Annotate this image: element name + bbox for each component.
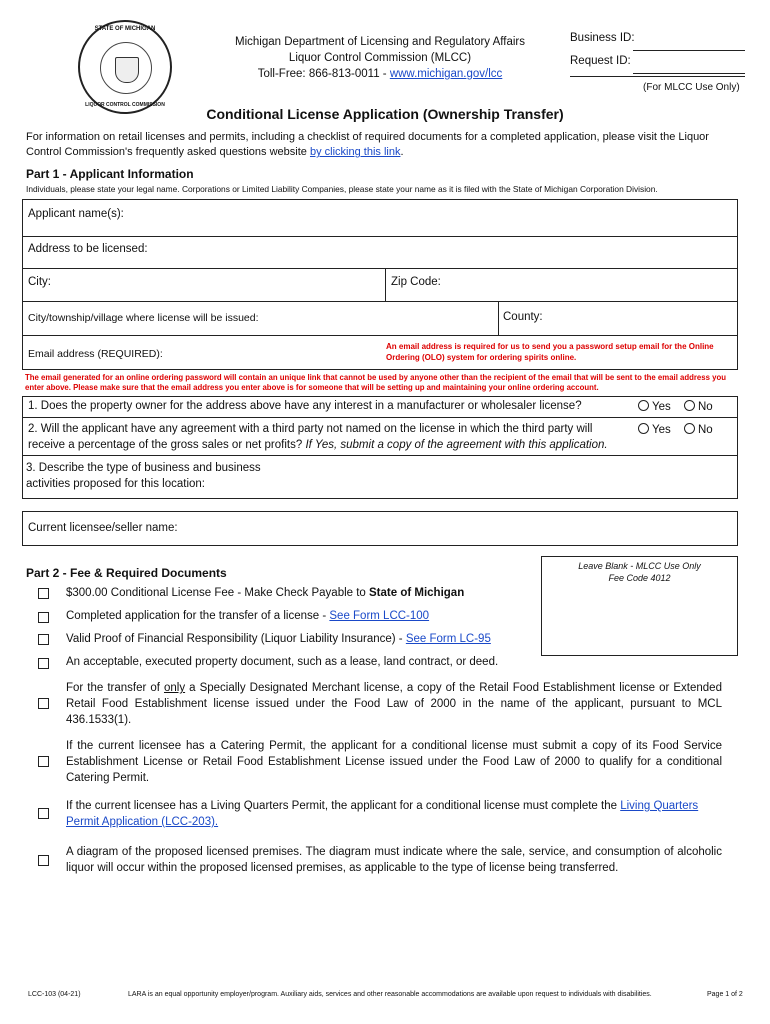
q1-yes-label: Yes: [652, 401, 671, 413]
current-licensee-label: Current licensee/seller name:: [28, 522, 178, 534]
applicant-name-field[interactable]: [22, 199, 738, 237]
item-property: An acceptable, executed property document, such as a lease, land contract, or deed.: [66, 656, 499, 668]
business-id-field[interactable]: [633, 50, 745, 51]
sdm-only: only: [163, 682, 186, 694]
lc-95-link[interactable]: See Form LC-95: [405, 633, 491, 645]
intro-paragraph: [26, 130, 746, 160]
header-line1: Michigan Department of Licensing and Regulatory Affairs: [234, 36, 525, 48]
mlcc-use-box-text: [542, 560, 737, 584]
q2-no-label: No: [698, 424, 713, 436]
eeo-statement: LARA is an equal opportunity employer/program. Auxiliary aids, services and other reasonable accommodations are available upon request to individuals with disabilities.: [128, 991, 652, 998]
item-application: [66, 608, 429, 624]
item-catering: If the current licensee has a Catering Permit, the applicant for a conditional license must submit a copy of its Food Service Establishment License or Retail Food Establishment License issued under the Food Law of 2000 to qualify for a conditional Catering Permit.: [66, 740, 722, 784]
application-text: Completed application for the transfer of a license -: [66, 610, 330, 622]
intro-end: .: [400, 146, 404, 158]
lcc-203-link[interactable]: Living Quarters Permit Application (LCC-203).: [66, 800, 699, 828]
item-living-quarters: [66, 798, 722, 830]
property-checkbox[interactable]: [38, 658, 49, 669]
intro-text: For information on retail licenses and permits, including a checklist of required documents for a completed application, please visit the Liquor Control Commission's frequently asked questions website: [26, 131, 709, 158]
catering-checkbox[interactable]: [38, 756, 49, 767]
current-licensee-field[interactable]: [22, 511, 738, 546]
q1-yes-radio[interactable]: [638, 400, 649, 411]
question1-text: 1. Does the property owner for the address above have any interest in a manufacturer or wholesaler license?: [28, 400, 582, 412]
living-quarters-text: If the current licensee has a Living Quarters Permit, the applicant for a conditional license must complete the: [66, 800, 621, 812]
application-checkbox[interactable]: [38, 612, 49, 623]
question2-row: [22, 417, 738, 456]
seal-bottom-text: LIQUOR CONTROL COMMISSION: [85, 102, 165, 108]
header-contact: [210, 66, 550, 82]
header-line2: Liquor Control Commission (MLCC): [288, 52, 472, 64]
insurance-checkbox[interactable]: [38, 634, 49, 645]
zip-field[interactable]: [385, 268, 738, 302]
fee-checkbox[interactable]: [38, 588, 49, 599]
agency-header: [210, 34, 550, 82]
county-label: County:: [503, 311, 543, 323]
header-divider: [570, 76, 745, 77]
item-sdm: [66, 680, 722, 728]
question2-instruction: If Yes, submit a copy of the agreement with this application.: [305, 439, 608, 451]
living-quarters-checkbox[interactable]: [38, 808, 49, 819]
q2-yes-option[interactable]: [638, 423, 671, 436]
fee-code-label: Fee Code 4012: [608, 573, 671, 583]
seal-shield-icon: [115, 57, 139, 83]
fee-payee: State of Michigan: [369, 587, 465, 599]
request-id-label: Request ID:: [570, 55, 631, 67]
insurance-text: Valid Proof of Financial Responsibility (Liquor Liability Insurance) -: [66, 633, 406, 645]
fee-text: $300.00 Conditional License Fee - Make Check Payable to: [66, 587, 370, 599]
q1-yes-option[interactable]: [638, 400, 671, 413]
question3-label: 3. Describe the type of business and business activities proposed for this location:: [26, 462, 261, 490]
city-field[interactable]: [22, 268, 386, 302]
page-number: Page 1 of 2: [707, 991, 743, 998]
zip-label: Zip Code:: [391, 276, 441, 288]
seal-inner-ring: [100, 42, 152, 94]
website-link[interactable]: www.michigan.gov/lcc: [389, 68, 503, 80]
mlcc-seal: [78, 20, 172, 114]
township-label: City/township/village where license will be issued:: [28, 312, 259, 324]
business-description-field[interactable]: [22, 455, 738, 499]
email-note: An email address is required for us to send you a password setup email for the Online Ordering (OLO) system for ordering spirits online.: [386, 342, 714, 362]
leave-blank-label: Leave Blank - MLCC Use Only: [578, 561, 701, 571]
form-number: LCC-103 (04-21): [28, 991, 81, 998]
address-field[interactable]: [22, 236, 738, 269]
part1-heading: Part 1 - Applicant Information: [26, 167, 194, 181]
question1-row: [22, 396, 738, 418]
address-label: Address to be licensed:: [28, 243, 148, 255]
county-field[interactable]: [498, 301, 738, 336]
business-id-label: Business ID:: [570, 32, 635, 44]
question2-main: 2. Will the applicant have any agreement with a third party not named on the license in which the third party will receive a percentage of the gross sales or net profits?: [28, 423, 593, 451]
q2-no-radio[interactable]: [684, 423, 695, 434]
sdm-checkbox[interactable]: [38, 698, 49, 709]
mlcc-use-box: [541, 556, 738, 656]
township-field[interactable]: [22, 301, 499, 336]
email-label: Email address (REQUIRED):: [28, 348, 163, 360]
request-id-field[interactable]: [633, 73, 745, 74]
q2-no-option[interactable]: [684, 423, 713, 436]
item-fee: [66, 585, 464, 601]
mlcc-use-label: (For MLCC Use Only): [643, 82, 740, 93]
item-diagram: A diagram of the proposed licensed premises. The diagram must indicate where the sale, service, and consumption of alcoholic liquor will occur within the proposed licensed premises, as applicable to the type of license being transferred.: [66, 846, 722, 874]
part1-note: Individuals, please state your legal name. Corporations or Limited Liability Companies, please state your name as it is filed with the State of Michigan Corporation Division.: [26, 184, 658, 194]
applicant-name-label: Applicant name(s):: [28, 208, 124, 220]
item-insurance: [66, 631, 491, 647]
q2-yes-radio[interactable]: [638, 423, 649, 434]
tollfree-text: Toll-Free: 866-813-0011 -: [257, 68, 390, 80]
sdm-text-start: For the transfer of: [66, 682, 164, 694]
diagram-checkbox[interactable]: [38, 855, 49, 866]
lcc-100-link[interactable]: See Form LCC-100: [329, 610, 430, 622]
q1-no-option[interactable]: [684, 400, 713, 413]
sdm-text-end: a Specially Designated Merchant license, a copy of the Retail Food Establishment license or Extended Retail Food Establishment license issued under the Food Law of 2000 in the name of the applicant, pursuant to MCL 436.1533(1).: [66, 682, 722, 726]
city-label: City:: [28, 276, 51, 288]
email-warning: The email generated for an online ordering password will contain an unique link that cannot be used by anyone other than the recipient of the email that will be sent to the email address you enter above. Please make sure that the email address you enter above is for someone that will be setting up and maintaining your online ordering account.: [25, 373, 726, 392]
faq-link[interactable]: by clicking this link: [309, 146, 401, 158]
seal-top-text: STATE OF MICHIGAN: [94, 26, 156, 32]
question2-text: [28, 421, 628, 453]
email-field[interactable]: [22, 335, 738, 370]
q2-yes-label: Yes: [652, 424, 671, 436]
part2-heading: Part 2 - Fee & Required Documents: [26, 566, 227, 580]
form-title: Conditional License Application (Ownership Transfer): [206, 106, 564, 122]
q1-no-label: No: [698, 401, 713, 413]
q1-no-radio[interactable]: [684, 400, 695, 411]
